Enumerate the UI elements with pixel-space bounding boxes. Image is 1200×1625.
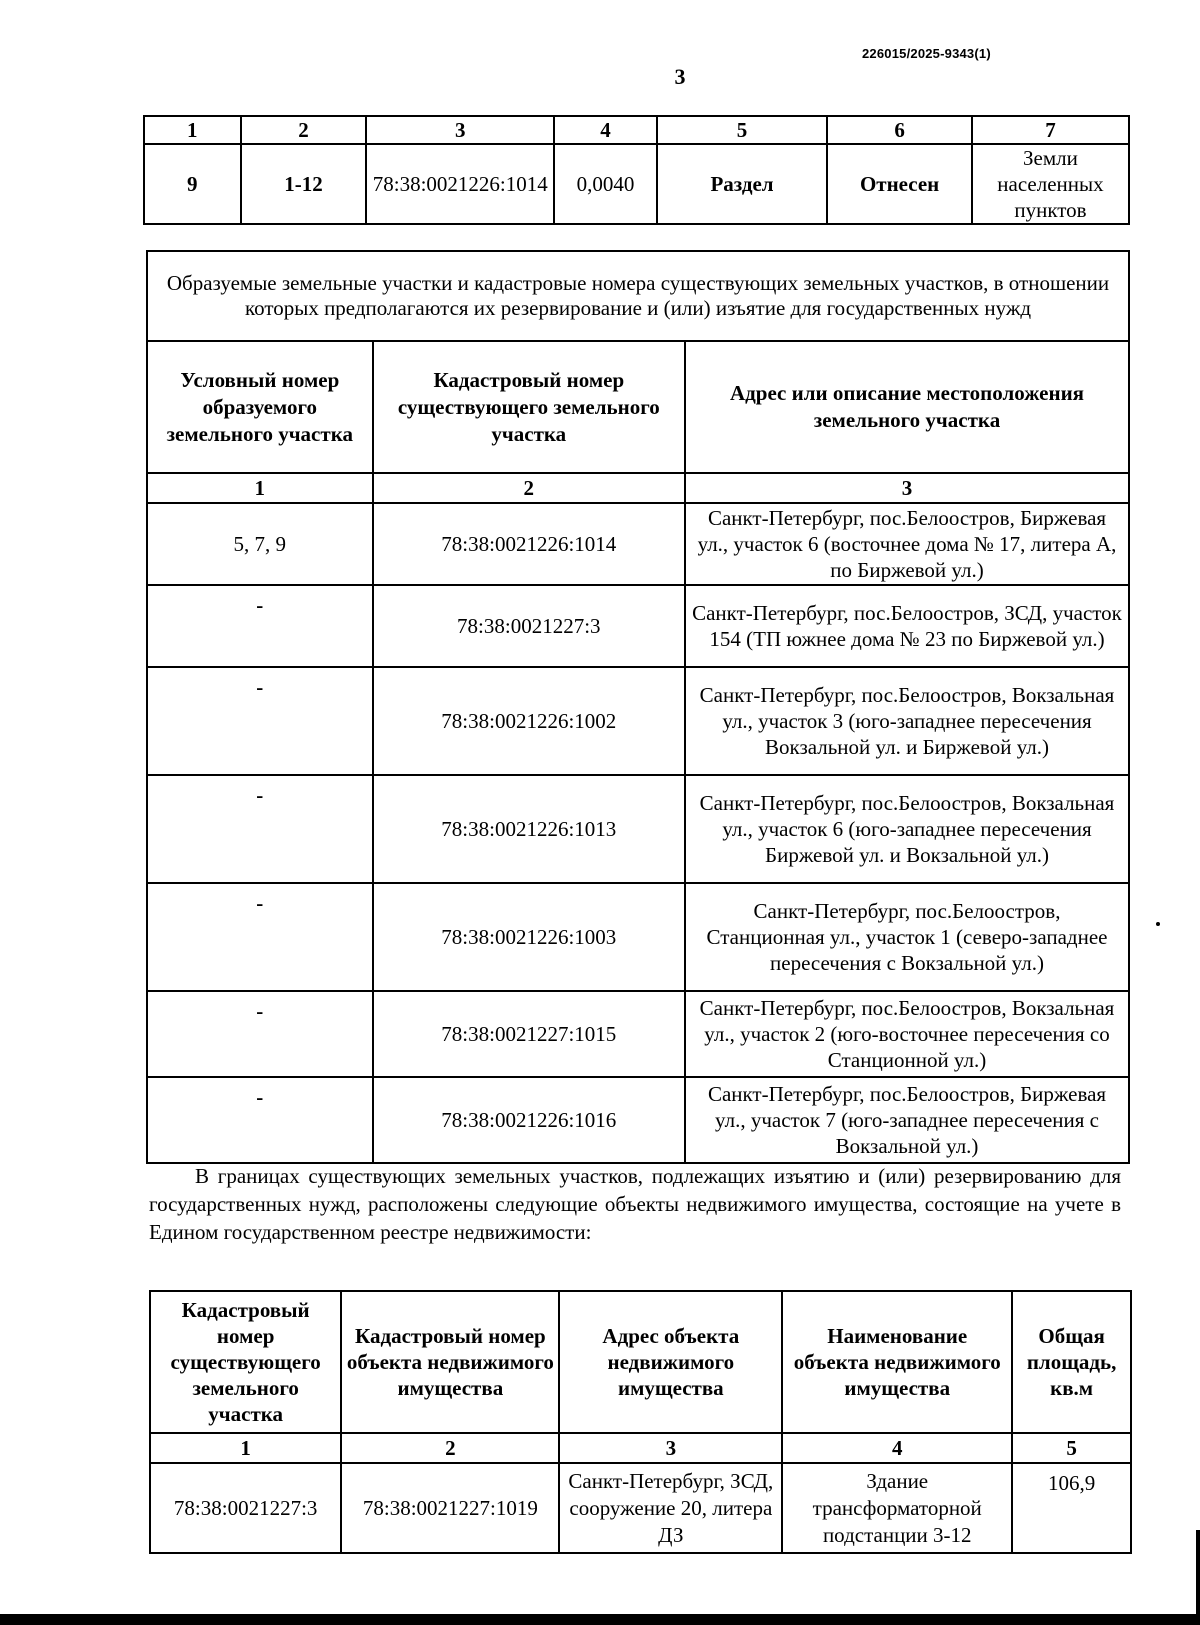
area-cell: 0,0040	[554, 144, 657, 224]
address-cell: Санкт-Петербург, пос.Белоостров, Биржевая ул., участок 6 (восточнее дома № 17, литера А, по Биржевой ул.)	[685, 503, 1129, 585]
address-cell: Санкт-Петербург, пос.Белоостров, Вокзальная ул., участок 2 (юго-восточнее пересечения со Станционной ул.)	[685, 991, 1129, 1077]
col-number: 1	[147, 473, 373, 503]
table-row	[150, 1463, 1131, 1553]
col-number: 7	[972, 116, 1129, 144]
table-row	[144, 144, 1129, 224]
col-number: 5	[657, 116, 828, 144]
cadastral-number: 78:38:0021226:1014	[373, 503, 685, 585]
col-number: 6	[827, 116, 972, 144]
conditional-number: -	[147, 775, 373, 883]
method-cell: Раздел	[657, 144, 828, 224]
parcel-table	[143, 115, 1130, 225]
header-row	[150, 1291, 1131, 1433]
col-number: 1	[150, 1433, 341, 1463]
table-caption: Образуемые земельные участки и кадастровые номера существующих земельных участков, в отношении которых предполагаются их резервирование и (или) изъятие для государственных нужд	[147, 251, 1129, 341]
column-header: Адрес или описание местоположения земельного участка	[685, 341, 1129, 473]
column-numbers-row	[147, 473, 1129, 503]
column-header: Кадастровый номер объекта недвижимого имущества	[341, 1291, 559, 1433]
column-header: Кадастровый номер существующего земельного участка	[150, 1291, 341, 1433]
col-number: 5	[1012, 1433, 1131, 1463]
address-cell: Санкт-Петербург, пос.Белоостров, Биржевая ул., участок 7 (юго-западнее пересечения с Вокзальной ул.)	[685, 1077, 1129, 1163]
conditional-number: -	[147, 883, 373, 991]
conditional-number: 5, 7, 9	[147, 503, 373, 585]
object-address: Санкт-Петербург, ЗСД, сооружение 20, литера ДЗ	[559, 1463, 782, 1553]
cadastral-number: 78:38:0021226:1013	[373, 775, 685, 883]
reservation-table	[146, 250, 1130, 1164]
conditional-number: -	[147, 1077, 373, 1163]
land-cadastral-number: 78:38:0021227:3	[150, 1463, 341, 1553]
range-cell: 1-12	[241, 144, 367, 224]
scan-edge-right	[1196, 1530, 1200, 1625]
address-cell: Санкт-Петербург, пос.Белоостров, Вокзальная ул., участок 3 (юго-западнее пересечения Вокзальной ул. и Биржевой ул.)	[685, 667, 1129, 775]
cadastral-number: 78:38:0021226:1003	[373, 883, 685, 991]
conditional-number: -	[147, 585, 373, 667]
column-header: Наименование объекта недвижимого имущества	[782, 1291, 1012, 1433]
col-number: 4	[554, 116, 657, 144]
col-number: 2	[241, 116, 367, 144]
object-area: 106,9	[1012, 1463, 1131, 1553]
real-estate-table	[149, 1290, 1132, 1554]
table-row	[147, 883, 1129, 991]
column-header: Кадастровый номер существующего земельного участка	[373, 341, 685, 473]
address-cell: Санкт-Петербург, пос.Белоостров, ЗСД, участок 154 (ТП южнее дома № 23 по Биржевой ул.)	[685, 585, 1129, 667]
row-number: 9	[144, 144, 241, 224]
column-header: Общая площадь, кв.м	[1012, 1291, 1131, 1433]
table-row	[147, 1077, 1129, 1163]
col-number: 3	[366, 116, 554, 144]
object-name: Здание трансформаторной подстанции 3-12	[782, 1463, 1012, 1553]
scan-edge-bottom	[0, 1614, 1200, 1625]
col-number: 2	[373, 473, 685, 503]
cadastral-number: 78:38:0021226:1002	[373, 667, 685, 775]
column-header: Адрес объекта недвижимого имущества	[559, 1291, 782, 1433]
document-id: 226015/2025-9343(1)	[862, 46, 991, 61]
page-number: 3	[674, 64, 686, 89]
object-cadastral-number: 78:38:0021227:1019	[341, 1463, 559, 1553]
category-cell: Земли населенных пунктов	[972, 144, 1129, 224]
header-row	[147, 341, 1129, 473]
cadastral-number: 78:38:0021227:1015	[373, 991, 685, 1077]
column-numbers-row	[150, 1433, 1131, 1463]
paragraph-text: В границах существующих земельных участков, подлежащих изъятию и (или) резервированию для государственных нужд, расположены следующие объекты недвижимого имущества, состоящие на учете в Едином государственном реестре недвижимости:	[149, 1164, 1121, 1244]
body-paragraph	[149, 1162, 1121, 1246]
cadastral-number: 78:38:0021226:1014	[366, 144, 554, 224]
cadastral-number: 78:38:0021226:1016	[373, 1077, 685, 1163]
col-number: 2	[341, 1433, 559, 1463]
table-row	[147, 991, 1129, 1077]
column-numbers-row	[144, 116, 1129, 144]
scan-speck	[1156, 922, 1160, 926]
col-number: 3	[685, 473, 1129, 503]
address-cell: Санкт-Петербург, пос.Белоостров, Станционная ул., участок 1 (северо-западнее пересечения с Вокзальной ул.)	[685, 883, 1129, 991]
table-row	[147, 503, 1129, 585]
address-cell: Санкт-Петербург, пос.Белоостров, Вокзальная ул., участок 6 (юго-западнее пересечения Биржевой ул. и Вокзальной ул.)	[685, 775, 1129, 883]
col-number: 3	[559, 1433, 782, 1463]
col-number: 1	[144, 116, 241, 144]
col-number: 4	[782, 1433, 1012, 1463]
conditional-number: -	[147, 991, 373, 1077]
table-row	[147, 667, 1129, 775]
column-header: Условный номер образуемого земельного участка	[147, 341, 373, 473]
cadastral-number: 78:38:0021227:3	[373, 585, 685, 667]
table-row	[147, 585, 1129, 667]
status-cell: Отнесен	[827, 144, 972, 224]
conditional-number: -	[147, 667, 373, 775]
table-row	[147, 775, 1129, 883]
